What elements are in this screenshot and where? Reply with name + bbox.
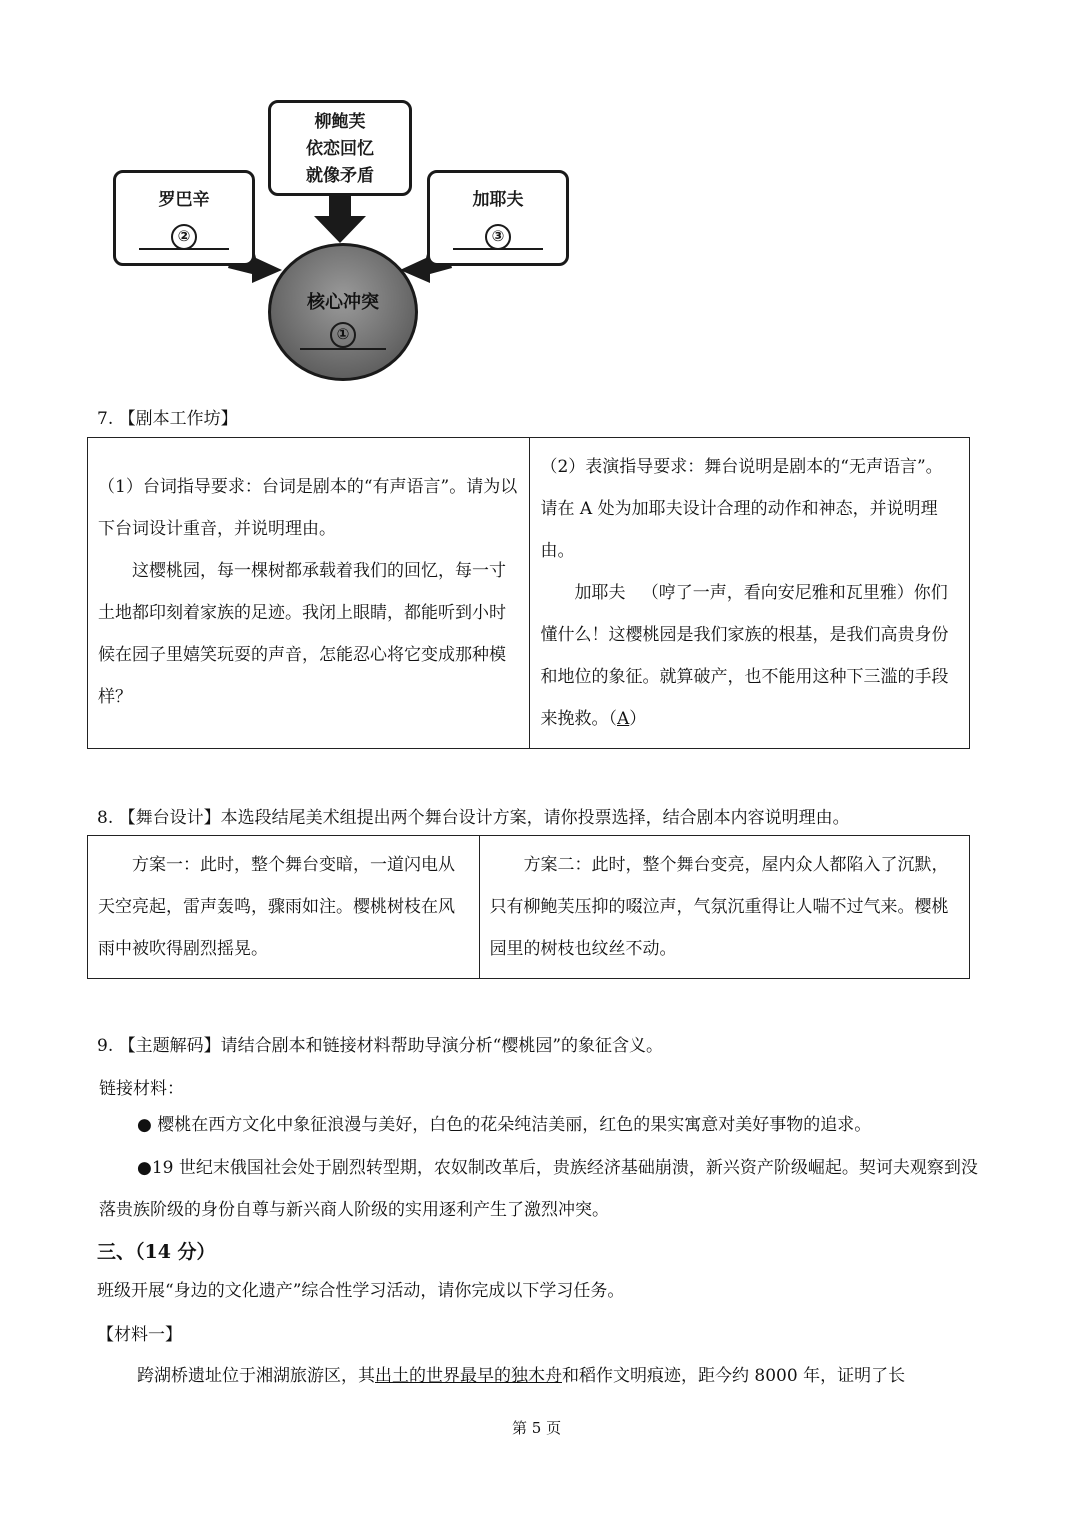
blank-number-3: ③ xyxy=(485,224,511,250)
diagram-box-top xyxy=(268,100,412,196)
section3-title: 三、（14 分） xyxy=(97,1241,216,1263)
q7-right-dialogue xyxy=(540,572,959,740)
left-box-blank-line xyxy=(139,224,229,250)
q7-right-cell xyxy=(530,438,970,749)
q7-marker-a: A xyxy=(616,709,630,729)
bullet-dot-icon: ● xyxy=(137,1158,152,1178)
left-box-name: 罗巴辛 xyxy=(158,190,210,210)
blank-number-1: ① xyxy=(330,322,356,348)
q9-bullet-2-text: 19 世纪末俄国社会处于剧烈转型期，农奴制改革后，贵族经济基础崩溃，新兴资产阶级崛起。契诃夫观察到没落贵族阶级的身份自尊与新兴商人阶级的实用逐利产生了激烈冲突。 xyxy=(99,1158,978,1220)
q7-left-cell xyxy=(88,438,530,749)
q8-plan1: 方案一：此时，整个舞台变暗，一道闪电从天空亮起，雷声轰鸣，骤雨如注。樱桃树枝在风雨中被吹得剧烈摇晃。 xyxy=(98,855,455,959)
section3-intro: 班级开展“身边的文化遗产”综合性学习活动，请你完成以下学习任务。 xyxy=(97,1281,625,1301)
q9-bullet-1-text: 樱桃在西方文化中象征浪漫与美好，白色的花朵纯洁美丽，红色的果实寓意对美好事物的追求。 xyxy=(157,1115,872,1135)
q8-plan1-cell xyxy=(88,836,480,979)
diagram-box-right xyxy=(427,170,569,266)
material-underlined: 出土的世界最早的独木舟 xyxy=(375,1366,562,1386)
right-box-blank-line xyxy=(453,224,543,250)
right-box-name: 加耶夫 xyxy=(472,190,524,210)
q7-stage-direction: （哼了一声，看向安尼雅和瓦里雅） xyxy=(641,583,914,603)
section3-material-text xyxy=(137,1361,987,1386)
core-conflict-label: 核心冲突 xyxy=(307,292,379,313)
q7-table xyxy=(87,437,970,749)
q8-plan2: 方案二：此时，整个舞台变亮，屋内众人都陷入了沉默，只有柳鲍芙压抑的啜泣声，气氛沉重得让人喘不过气来。樱桃园里的树枝也纹丝不动。 xyxy=(489,855,949,959)
blank-number-2: ② xyxy=(171,224,197,250)
q8-table xyxy=(87,835,970,979)
q7-marker-open: （ xyxy=(608,709,617,729)
arrow-top xyxy=(314,192,366,243)
q9-link-label: 链接材料： xyxy=(99,1079,184,1099)
top-box-line-2: 依恋回忆 xyxy=(306,139,374,159)
bullet-dot-icon: ● xyxy=(137,1115,152,1135)
q9-bullet-2 xyxy=(99,1147,981,1231)
q7-heading: 7. 【剧本工作坊】 xyxy=(97,409,238,429)
q8-heading: 8. 【舞台设计】本选段结尾美术组提出两个舞台设计方案，请你投票选择，结合剧本内容说明理由。 xyxy=(97,808,850,828)
q8-plan2-cell xyxy=(479,836,969,979)
top-box-line-3: 就像矛盾 xyxy=(306,166,374,186)
q9-bullet-1 xyxy=(137,1104,987,1146)
q7-marker-close: ） xyxy=(629,709,647,729)
q9-heading: 9. 【主题解码】请结合剧本和链接材料帮助导演分析“樱桃园”的象征含义。 xyxy=(97,1036,664,1056)
core-conflict-circle xyxy=(268,243,418,381)
diagram-box-left xyxy=(113,170,255,266)
section3-material-label: 【材料一】 xyxy=(97,1325,182,1345)
material-pre: 跨湖桥遗址位于湘湖旅游区，其 xyxy=(137,1366,375,1386)
q7-right-quote: 你们懂什么！这樱桃园是我们家族的根基，是我们高贵身份和地位的象征。就算破产，也不能用这种下三滥的手段来挽救。 xyxy=(540,583,949,729)
q7-speaker: 加耶夫 xyxy=(574,583,626,603)
top-box-line-1: 柳鲍芙 xyxy=(314,112,366,132)
q7-left-instruction: （1）台词指导要求：台词是剧本的“有声语言”。请为以下台词设计重音，并说明理由。 xyxy=(98,477,518,539)
q7-left-quote: 这樱桃园，每一棵树都承载着我们的回忆，每一寸土地都印刻着家族的足迹。我闭上眼睛，都能听到小时候在园子里嬉笑玩耍的声音，怎能忍心将它变成那种模样？ xyxy=(98,561,506,707)
page-number: 第 5 页 xyxy=(512,1419,562,1437)
core-blank-line xyxy=(300,322,386,350)
material-post: 和稻作文明痕迹，距今约 8000 年，证明了长 xyxy=(562,1366,906,1386)
q7-right-instruction: （2）表演指导要求：舞台说明是剧本的“无声语言”。请在 A 处为加耶夫设计合理的动作和神态，并说明理由。 xyxy=(540,457,943,561)
